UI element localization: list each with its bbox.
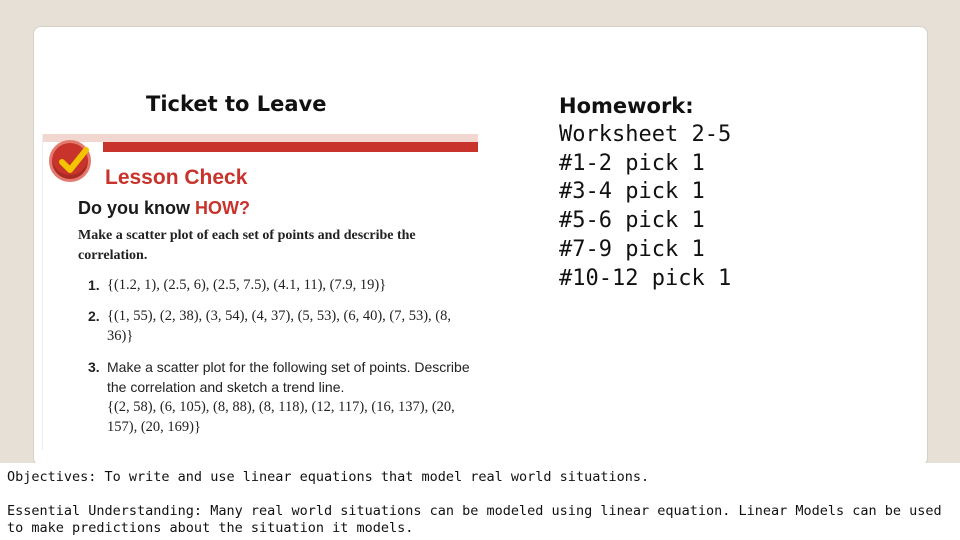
problem-3	[88, 357, 478, 437]
problem-body	[107, 357, 478, 437]
homework-line: #5-6 pick 1	[559, 208, 705, 234]
panel-top-band	[43, 134, 478, 142]
homework-line: #10-12 pick 1	[559, 265, 732, 291]
lesson-check-panel	[42, 134, 478, 450]
how-prefix: Do you know	[78, 198, 195, 218]
how-heading	[78, 198, 250, 219]
objectives-text: Objectives: To write and use linear equations that model real world situations.	[7, 469, 650, 485]
problem-number: 1.	[88, 277, 100, 293]
homework-line: #1-2 pick 1	[559, 150, 705, 176]
problem-number: 2.	[88, 308, 100, 324]
homework-line: #3-4 pick 1	[559, 179, 705, 205]
problem-points: {(1.2, 1), (2.5, 6), (2.5, 7.5), (4.1, 11), (7.9, 19)}	[107, 277, 387, 293]
problem-1	[88, 275, 478, 295]
problem-points: {(2, 58), (6, 105), (8, 88), (8, 118), (12, 117), (16, 137), (20, 157), (20, 169)}	[107, 399, 455, 435]
checkmark-icon	[49, 140, 91, 182]
problem-2	[88, 306, 478, 346]
lesson-check-title: Lesson Check	[105, 166, 248, 189]
lesson-instructions: Make a scatter plot of each set of points and describe the correlation.	[78, 228, 416, 263]
problem-number: 3.	[88, 359, 100, 375]
panel-red-bar	[103, 142, 478, 152]
homework-line: #7-9 pick 1	[559, 236, 705, 262]
homework-block	[559, 92, 731, 294]
how-emphasis: HOW?	[195, 198, 250, 218]
problem-points: {(1, 55), (2, 38), (3, 54), (4, 37), (5, 53), (6, 40), (7, 53), (8, 36)}	[107, 308, 452, 344]
ticket-title: Ticket to Leave	[146, 92, 327, 116]
homework-heading: Homework:	[559, 94, 694, 118]
problem-instruction: Make a scatter plot for the following set of points. Describe the correlation and sketch a trend line.	[107, 359, 470, 395]
essential-understanding-text: Essential Understanding: Many real world situations can be modeled using linear equation. Linear Models can be used to make predictions about the situation it models.	[7, 503, 942, 536]
homework-line: Worksheet 2-5	[559, 121, 732, 147]
